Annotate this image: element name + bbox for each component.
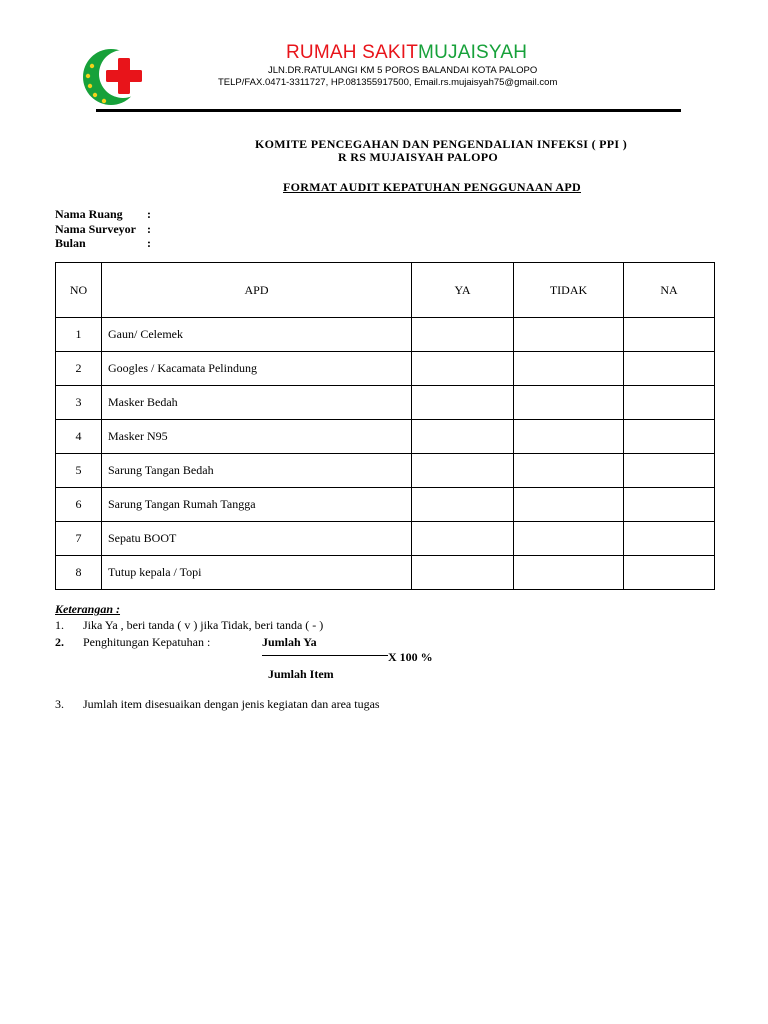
apd-item: Gaun/ Celemek [102, 318, 412, 352]
tidak-cell[interactable] [514, 352, 624, 386]
hospital-name-part1: RUMAH SAKIT [286, 42, 419, 63]
table-row [56, 318, 715, 352]
apd-item: Sepatu BOOT [102, 522, 412, 556]
hospital-subtitle: R RS MUJAISYAH PALOPO [338, 150, 498, 164]
tidak-cell[interactable] [514, 454, 624, 488]
header-na: NA [624, 263, 715, 318]
row-number: 2 [56, 352, 102, 386]
field-label: Bulan [55, 236, 86, 250]
ya-cell[interactable] [412, 318, 514, 352]
header-ya: YA [412, 263, 514, 318]
header-no: NO [56, 263, 102, 318]
ya-cell[interactable] [412, 454, 514, 488]
row-number: 1 [56, 318, 102, 352]
ya-cell[interactable] [412, 386, 514, 420]
header-tidak: TIDAK [514, 263, 624, 318]
table-row [56, 352, 715, 386]
note-text: Jumlah item disesuaikan dengan jenis kegiatan dan area tugas [83, 697, 380, 711]
address-line: JLN.DR.RATULANGI KM 5 POROS BALANDAI KOTA PALOPO [268, 65, 538, 76]
field-separator: : [147, 207, 151, 221]
tidak-cell[interactable] [514, 420, 624, 454]
field-label: Nama Ruang [55, 207, 123, 221]
note-number: 2. [55, 635, 64, 649]
hospital-name-part2: MUJAISYAH [418, 42, 528, 63]
na-cell[interactable] [624, 318, 715, 352]
apd-item: Tutup kepala / Topi [102, 556, 412, 590]
row-number: 6 [56, 488, 102, 522]
row-number: 8 [56, 556, 102, 590]
tidak-cell[interactable] [514, 556, 624, 590]
field-month [55, 236, 151, 251]
note-text: Penghitungan Kepatuhan : [83, 635, 211, 649]
tidak-cell[interactable] [514, 522, 624, 556]
field-label: Nama Surveyor [55, 221, 136, 236]
committee-title: KOMITE PENCEGAHAN DAN PENGENDALIAN INFEKSI ( PPI ) [254, 137, 628, 151]
ya-cell[interactable] [412, 522, 514, 556]
field-surveyor [55, 222, 151, 237]
table-row [56, 454, 715, 488]
na-cell[interactable] [624, 454, 715, 488]
table-row [56, 386, 715, 420]
na-cell[interactable] [624, 386, 715, 420]
na-cell[interactable] [624, 352, 715, 386]
formula-multiplier: X 100 % [388, 650, 433, 664]
table-row [56, 488, 715, 522]
hospital-name [286, 42, 527, 64]
tidak-cell[interactable] [514, 318, 624, 352]
header-apd: APD [102, 263, 412, 318]
field-room [55, 207, 151, 222]
note-item-2 [55, 635, 210, 650]
apd-audit-table [55, 262, 715, 590]
na-cell[interactable] [624, 420, 715, 454]
apd-item: Sarung Tangan Rumah Tangga [102, 488, 412, 522]
table-row [56, 420, 715, 454]
na-cell[interactable] [624, 522, 715, 556]
ya-cell[interactable] [412, 556, 514, 590]
notes-title: Keterangan : [55, 602, 121, 616]
tidak-cell[interactable] [514, 488, 624, 522]
table-header-row [56, 263, 715, 318]
table-row [56, 556, 715, 590]
apd-item: Sarung Tangan Bedah [102, 454, 412, 488]
row-number: 4 [56, 420, 102, 454]
row-number: 7 [56, 522, 102, 556]
note-number: 3. [55, 697, 64, 711]
apd-item: Googles / Kacamata Pelindung [102, 352, 412, 386]
apd-item: Masker Bedah [102, 386, 412, 420]
ya-cell[interactable] [412, 420, 514, 454]
field-separator: : [147, 221, 151, 236]
note-item-3 [55, 697, 380, 712]
row-number: 5 [56, 454, 102, 488]
notes-section [55, 602, 120, 617]
apd-item: Masker N95 [102, 420, 412, 454]
note-item-1 [55, 618, 323, 633]
contact-line: TELP/FAX.0471-3311727, HP.081355917500, Email.rs.mujaisyah75@gmail.com [218, 77, 558, 88]
ya-cell[interactable] [412, 352, 514, 386]
table-row [56, 522, 715, 556]
na-cell[interactable] [624, 488, 715, 522]
row-number: 3 [56, 386, 102, 420]
na-cell[interactable] [624, 556, 715, 590]
formula-fraction-line [262, 655, 388, 656]
formula-denominator: Jumlah Item [268, 667, 334, 681]
note-number: 1. [55, 618, 64, 632]
form-title: FORMAT AUDIT KEPATUHAN PENGGUNAAN APD [283, 180, 581, 194]
tidak-cell[interactable] [514, 386, 624, 420]
note-text: Jika Ya , beri tanda ( v ) jika Tidak, beri tanda ( - ) [83, 618, 324, 632]
hospital-logo [80, 44, 154, 110]
header-divider [96, 109, 681, 112]
field-separator: : [147, 236, 151, 250]
survey-fields [55, 207, 151, 251]
ya-cell[interactable] [412, 488, 514, 522]
formula-numerator: Jumlah Ya [262, 635, 317, 649]
